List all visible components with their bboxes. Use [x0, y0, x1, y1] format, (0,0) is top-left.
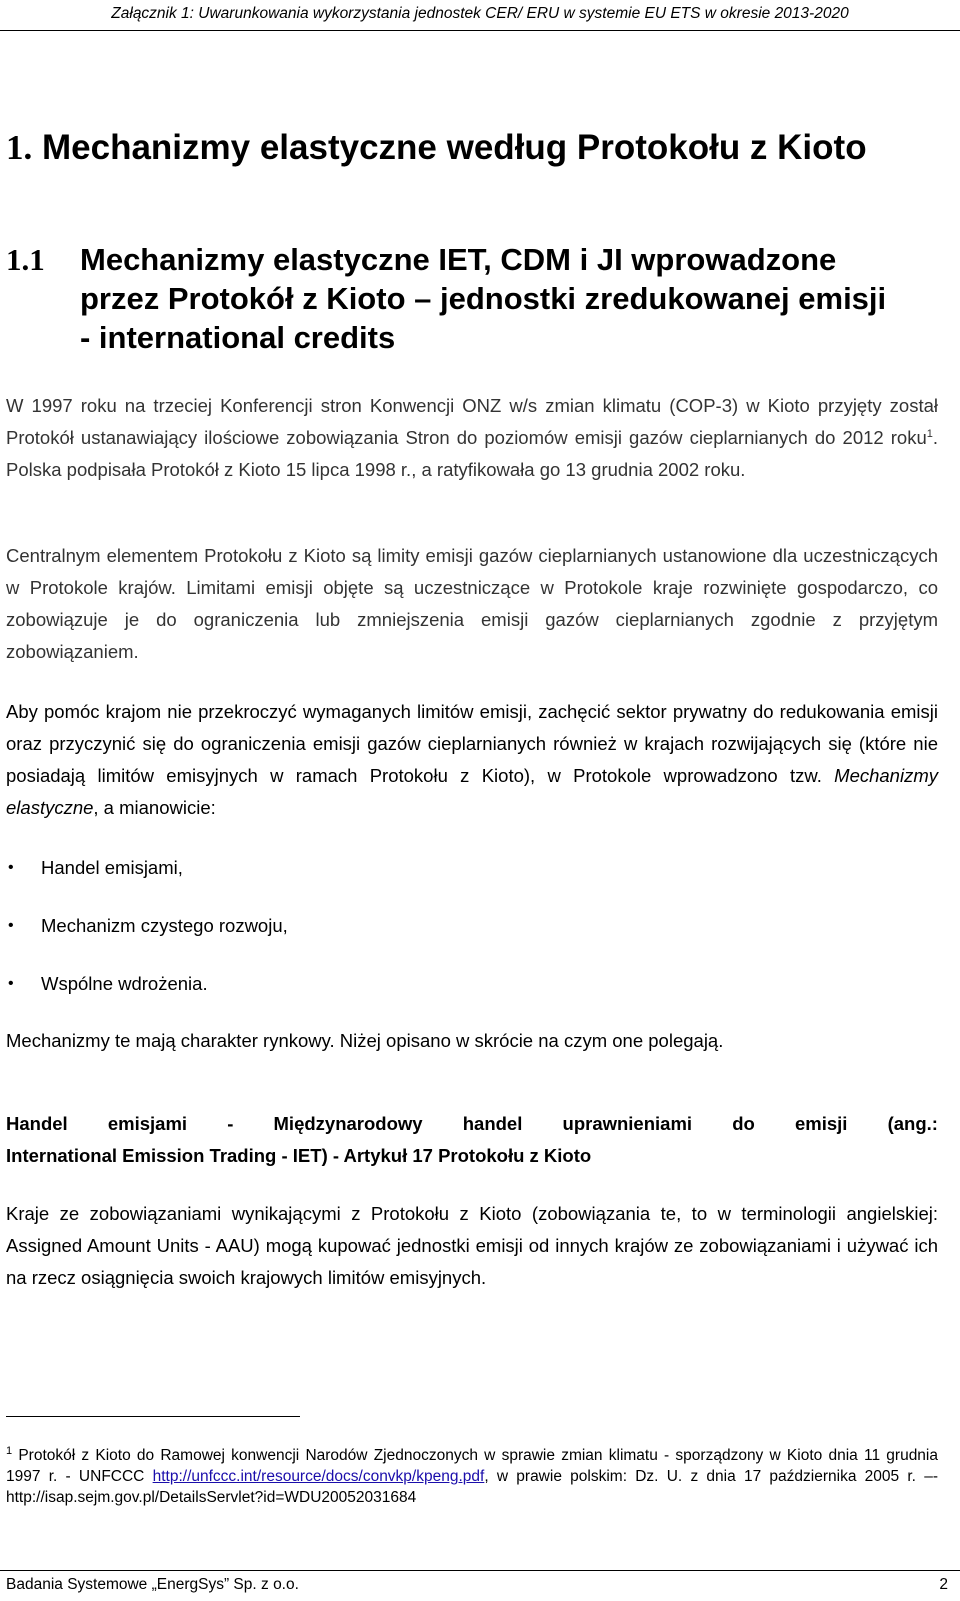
- subheading-word: Międzynarodowy: [273, 1113, 423, 1134]
- paragraph-aau-trading: Kraje ze zobowiązaniami wynikającymi z Protokołu z Kioto (zobowiązania te, to w terminologii angielskiej: Assigned Amount Units - AAU) mogą kupować jednostki emisji od innych krajów ze zobowiązaniami i używać ich na rzecz osiągnięcia swoich krajowych limitów emisyjnych.: [6, 1203, 938, 1288]
- list-item: [6, 852, 938, 910]
- paragraph-text: Aby pomóc krajom nie przekroczyć wymaganych limitów emisji, zachęcić sektor prywatny do redukowania emisji oraz przyczynić się do ograniczenia emisji gazów cieplarnianych również w krajach rozwijających się (które nie posiadają limitów emisyjnych w ramach Protokołu z Kioto), w Protokole wprowadzono tzw.: [6, 701, 938, 786]
- emphasis-text: Mechanizmy elastyczne: [6, 765, 938, 818]
- footnote-link[interactable]: http://unfccc.int/resource/docs/convkp/kpeng.pdf: [152, 1468, 485, 1485]
- subheading-word: -: [227, 1113, 234, 1134]
- subheading-line-2: International Emission Trading - IET) - Artykuł 17 Protokołu z Kioto: [6, 1145, 592, 1166]
- section-heading-1: [6, 124, 867, 172]
- paragraph-market-nature: Mechanizmy te mają charakter rynkowy. Niżej opisano w skrócie na czym one polegają.: [6, 1030, 724, 1051]
- bullet-icon: •: [8, 975, 14, 992]
- footnote-ref: 1: [926, 427, 933, 440]
- section-number: 1.: [6, 128, 33, 167]
- subsection-title-line-1: Mechanizmy elastyczne IET, CDM i JI wprowadzone: [80, 242, 837, 277]
- running-header: Załącznik 1: Uwarunkowania wykorzystania jednostek CER/ ERU w systemie EU ETS w okresie 2013-2020: [111, 5, 849, 22]
- footnote-text: , w prawie polskim: Dz. U. z dnia 17 października 2005 r. –- http://isap.sejm.gov.pl/DetailsServlet?id=WDU20052031684: [6, 1468, 938, 1506]
- page-number: 2: [939, 1576, 948, 1593]
- header-divider: [0, 30, 960, 31]
- paragraph-emission-limits: Centralnym elementem Protokołu z Kioto są limity emisji gazów cieplarnianych ustanowione dla uczestniczących w Protokole krajów. Limitami emisji objęte są uczestniczące w Protokole kraje rozwinięte gospodarczo, co zobowiązuje je do ograniczenia lub zmniejszenia emisji gazów cieplarnianych zgodnie z przyjętym zobowiązaniem.: [6, 545, 938, 662]
- bullet-icon: •: [8, 917, 14, 934]
- subheading-word: emisjami: [107, 1113, 188, 1134]
- subsection-title-line-2: przez Protokół z Kioto – jednostki zredukowanej emisji: [80, 281, 887, 316]
- subheading-word: emisji: [794, 1113, 848, 1134]
- bullet-icon: •: [8, 859, 14, 876]
- subheading-word: Handel: [6, 1113, 68, 1134]
- section-title: Mechanizmy elastyczne według Protokołu z Kioto: [41, 128, 867, 167]
- paragraph-flexible-mechanisms: [6, 696, 938, 824]
- subsection-title-line-3: - international credits: [80, 320, 396, 355]
- footnote-number: 1: [6, 1445, 13, 1457]
- section-heading-1-1: [6, 240, 946, 357]
- subheading-word: (ang.:: [887, 1113, 938, 1134]
- subheading-word: handel: [462, 1113, 523, 1134]
- subheading-line-1: [6, 1108, 938, 1140]
- footer-company: Badania Systemowe „EnergSys” Sp. z o.o.: [6, 1576, 299, 1593]
- list-item-text: Handel emisjami,: [41, 857, 183, 878]
- paragraph-kyoto-adoption: [6, 390, 938, 486]
- list-item: [6, 910, 938, 968]
- subheading-word: uprawnieniami: [562, 1113, 693, 1134]
- list-item-text: Wspólne wdrożenia.: [41, 973, 208, 994]
- paragraph-text: , a mianowicie:: [93, 797, 216, 818]
- paragraph-text: . Polska podpisała Protokół z Kioto 15 lipca 1998 r., a ratyfikowała go 13 grudnia 2002 roku.: [6, 427, 938, 480]
- footer-divider: [0, 1570, 960, 1571]
- paragraph-text: W 1997 roku na trzeciej Konferencji stron Konwencji ONZ w/s zmian klimatu (COP-3) w Kioto przyjęty został Protokół ustanawiający ilościowe zobowiązania Stron do poziomów emisji gazów cieplarnianych do 2012 roku: [6, 395, 938, 448]
- subheading-emissions-trading: [6, 1108, 938, 1172]
- footnote-text: Protokół z Kioto do Ramowej konwencji Narodów Zjednoczonych w sprawie zmian klimatu - sporządzony w Kioto dnia 11 grudnia 1997 r. - UNFCCC: [6, 1447, 938, 1485]
- list-item: [6, 968, 938, 1026]
- footnote: [6, 1445, 938, 1508]
- list-item-text: Mechanizm czystego rozwoju,: [41, 915, 288, 936]
- subsection-number: 1.1: [6, 242, 45, 277]
- mechanisms-list: [6, 852, 938, 1026]
- subheading-word: do: [732, 1113, 755, 1134]
- footnote-separator: [6, 1416, 300, 1417]
